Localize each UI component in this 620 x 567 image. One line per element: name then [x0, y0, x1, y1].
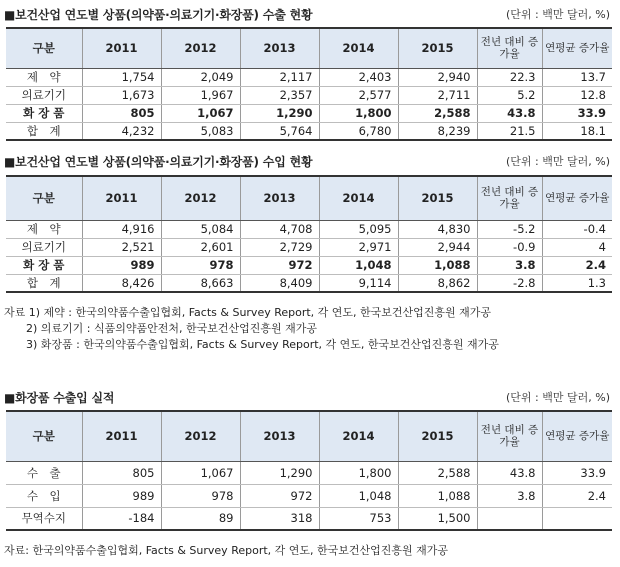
header-year: 2011	[82, 176, 161, 220]
row-label: 합 계	[6, 274, 82, 292]
cell-value: 972	[240, 484, 319, 507]
row-label: 화 장 품	[6, 104, 82, 122]
cell-value: 2,049	[161, 68, 240, 86]
cell-value: 2,729	[240, 238, 319, 256]
cell-value: 4,232	[82, 122, 161, 140]
cosmetics-section-header	[4, 389, 616, 405]
table-row	[6, 86, 612, 104]
export-unit: (단위 : 백만 달러, %)	[506, 8, 610, 21]
header-yoy: 전년 대비 증가율	[477, 411, 542, 461]
cell-value: 1,048	[319, 484, 398, 507]
cell-value: 989	[82, 256, 161, 274]
cell-value: 805	[82, 104, 161, 122]
import-title: ■보건산업 연도별 상품(의약품·의료기기·화장품) 수입 현황	[4, 154, 313, 169]
cell-value: 4,708	[240, 220, 319, 238]
cell-value: 4,916	[82, 220, 161, 238]
cell-value: 1,048	[319, 256, 398, 274]
cell-value: 1,067	[161, 104, 240, 122]
cell-value: 5,083	[161, 122, 240, 140]
cell-value: 2,521	[82, 238, 161, 256]
cell-cagr: 18.1	[542, 122, 612, 140]
table-row	[6, 68, 612, 86]
table-row	[6, 484, 612, 507]
header-year: 2015	[398, 411, 477, 461]
table-row	[6, 104, 612, 122]
table-row	[6, 238, 612, 256]
cell-cagr	[542, 507, 612, 530]
header-label: 구분	[6, 411, 82, 461]
cosmetics-table	[6, 410, 612, 531]
cell-value: 5,095	[319, 220, 398, 238]
export-table	[6, 27, 612, 141]
table-row	[6, 122, 612, 140]
cell-cagr: 13.7	[542, 68, 612, 86]
export-section-header	[4, 6, 616, 22]
row-label: 제 약	[6, 68, 82, 86]
header-cagr: 연평균 증가율	[542, 28, 612, 68]
cell-yoy: 22.3	[477, 68, 542, 86]
header-year: 2012	[161, 176, 240, 220]
import-header-row	[6, 176, 612, 220]
cell-value: 6,780	[319, 122, 398, 140]
header-year: 2015	[398, 28, 477, 68]
header-year: 2012	[161, 28, 240, 68]
header-year: 2015	[398, 176, 477, 220]
cell-value: 1,290	[240, 104, 319, 122]
header-cagr: 연평균 증가율	[542, 411, 612, 461]
cell-value: 2,971	[319, 238, 398, 256]
cell-value: 2,944	[398, 238, 477, 256]
import-table	[6, 175, 612, 293]
cell-cagr: 2.4	[542, 256, 612, 274]
row-label: 수 입	[6, 484, 82, 507]
table-row	[6, 274, 612, 292]
cell-value: 1,290	[240, 461, 319, 484]
cell-value: 5,764	[240, 122, 319, 140]
header-yoy: 전년 대비 증가율	[477, 176, 542, 220]
cell-value: 2,588	[398, 461, 477, 484]
cell-cagr: 2.4	[542, 484, 612, 507]
header-year: 2014	[319, 411, 398, 461]
import-section-header	[4, 153, 616, 169]
table-row	[6, 461, 612, 484]
header-year: 2014	[319, 176, 398, 220]
cell-value: 805	[82, 461, 161, 484]
cell-yoy	[477, 507, 542, 530]
export-title: ■보건산업 연도별 상품(의약품·의료기기·화장품) 수출 현황	[4, 7, 313, 22]
header-year: 2013	[240, 28, 319, 68]
cell-value: 8,426	[82, 274, 161, 292]
cosmetics-unit: (단위 : 백만 달러, %)	[506, 391, 610, 404]
table-row	[6, 220, 612, 238]
cell-value: 2,940	[398, 68, 477, 86]
cell-yoy: -2.8	[477, 274, 542, 292]
cell-value: 4,830	[398, 220, 477, 238]
note-line: 2) 의료기기 : 식품의약품안전처, 한국보건산업진흥원 재가공	[26, 322, 317, 335]
cell-value: 1,088	[398, 484, 477, 507]
note-line: 자료 1) 제약 : 한국의약품수출입협회, Facts & Survey Report, 각 연도, 한국보건산업진흥원 재가공	[4, 306, 492, 319]
row-label: 무역수지	[6, 507, 82, 530]
table-row	[6, 256, 612, 274]
cell-value: 318	[240, 507, 319, 530]
cell-value: 2,711	[398, 86, 477, 104]
cell-yoy: 3.8	[477, 484, 542, 507]
cell-value: 978	[161, 484, 240, 507]
cell-yoy: 43.8	[477, 104, 542, 122]
header-label: 구분	[6, 176, 82, 220]
cell-value: 1,500	[398, 507, 477, 530]
cell-value: 89	[161, 507, 240, 530]
header-year: 2013	[240, 176, 319, 220]
cell-value: 2,357	[240, 86, 319, 104]
cell-yoy: 5.2	[477, 86, 542, 104]
cell-value: 972	[240, 256, 319, 274]
cell-value: 2,588	[398, 104, 477, 122]
cell-value: 1,800	[319, 104, 398, 122]
cell-value: 2,577	[319, 86, 398, 104]
note-line: 3) 화장품 : 한국의약품수출입협회, Facts & Survey Report, 각 연도, 한국보건산업진흥원 재가공	[26, 338, 499, 351]
row-label: 제 약	[6, 220, 82, 238]
cell-value: 1,754	[82, 68, 161, 86]
cell-cagr: 1.3	[542, 274, 612, 292]
export-header-row	[6, 28, 612, 68]
cell-value: 8,239	[398, 122, 477, 140]
cell-yoy: -5.2	[477, 220, 542, 238]
header-yoy: 전년 대비 증가율	[477, 28, 542, 68]
cell-value: 2,117	[240, 68, 319, 86]
cell-value: 1,673	[82, 86, 161, 104]
cell-cagr: 33.9	[542, 461, 612, 484]
cell-value: 1,067	[161, 461, 240, 484]
cell-value: 2,403	[319, 68, 398, 86]
cell-yoy: 21.5	[477, 122, 542, 140]
cell-value: 9,114	[319, 274, 398, 292]
header-label: 구분	[6, 28, 82, 68]
cell-value: 1,967	[161, 86, 240, 104]
row-label: 의료기기	[6, 86, 82, 104]
cell-value: 753	[319, 507, 398, 530]
cell-cagr: 12.8	[542, 86, 612, 104]
cell-value: 8,409	[240, 274, 319, 292]
cell-value: 978	[161, 256, 240, 274]
cell-value: 1,088	[398, 256, 477, 274]
cosmetics-source: 자료: 한국의약품수출입협회, Facts & Survey Report, 각 연도, 한국보건산업진흥원 재가공	[4, 544, 449, 557]
cell-value: -184	[82, 507, 161, 530]
cell-value: 1,800	[319, 461, 398, 484]
header-year: 2013	[240, 411, 319, 461]
cell-value: 8,862	[398, 274, 477, 292]
row-label: 수 출	[6, 461, 82, 484]
cell-value: 5,084	[161, 220, 240, 238]
import-unit: (단위 : 백만 달러, %)	[506, 155, 610, 168]
cell-value: 2,601	[161, 238, 240, 256]
cell-yoy: 3.8	[477, 256, 542, 274]
cell-cagr: 33.9	[542, 104, 612, 122]
table-row	[6, 507, 612, 530]
cell-yoy: -0.9	[477, 238, 542, 256]
source-notes	[4, 305, 499, 353]
header-year: 2011	[82, 28, 161, 68]
cell-cagr: 4	[542, 238, 612, 256]
row-label: 의료기기	[6, 238, 82, 256]
cell-value: 989	[82, 484, 161, 507]
header-year: 2014	[319, 28, 398, 68]
header-year: 2012	[161, 411, 240, 461]
cosmetics-header-row	[6, 411, 612, 461]
cell-yoy: 43.8	[477, 461, 542, 484]
cell-value: 8,663	[161, 274, 240, 292]
row-label: 화 장 품	[6, 256, 82, 274]
cell-cagr: -0.4	[542, 220, 612, 238]
cosmetics-title: ■화장품 수출입 실적	[4, 390, 115, 405]
row-label: 합 계	[6, 122, 82, 140]
header-year: 2011	[82, 411, 161, 461]
header-cagr: 연평균 증가율	[542, 176, 612, 220]
